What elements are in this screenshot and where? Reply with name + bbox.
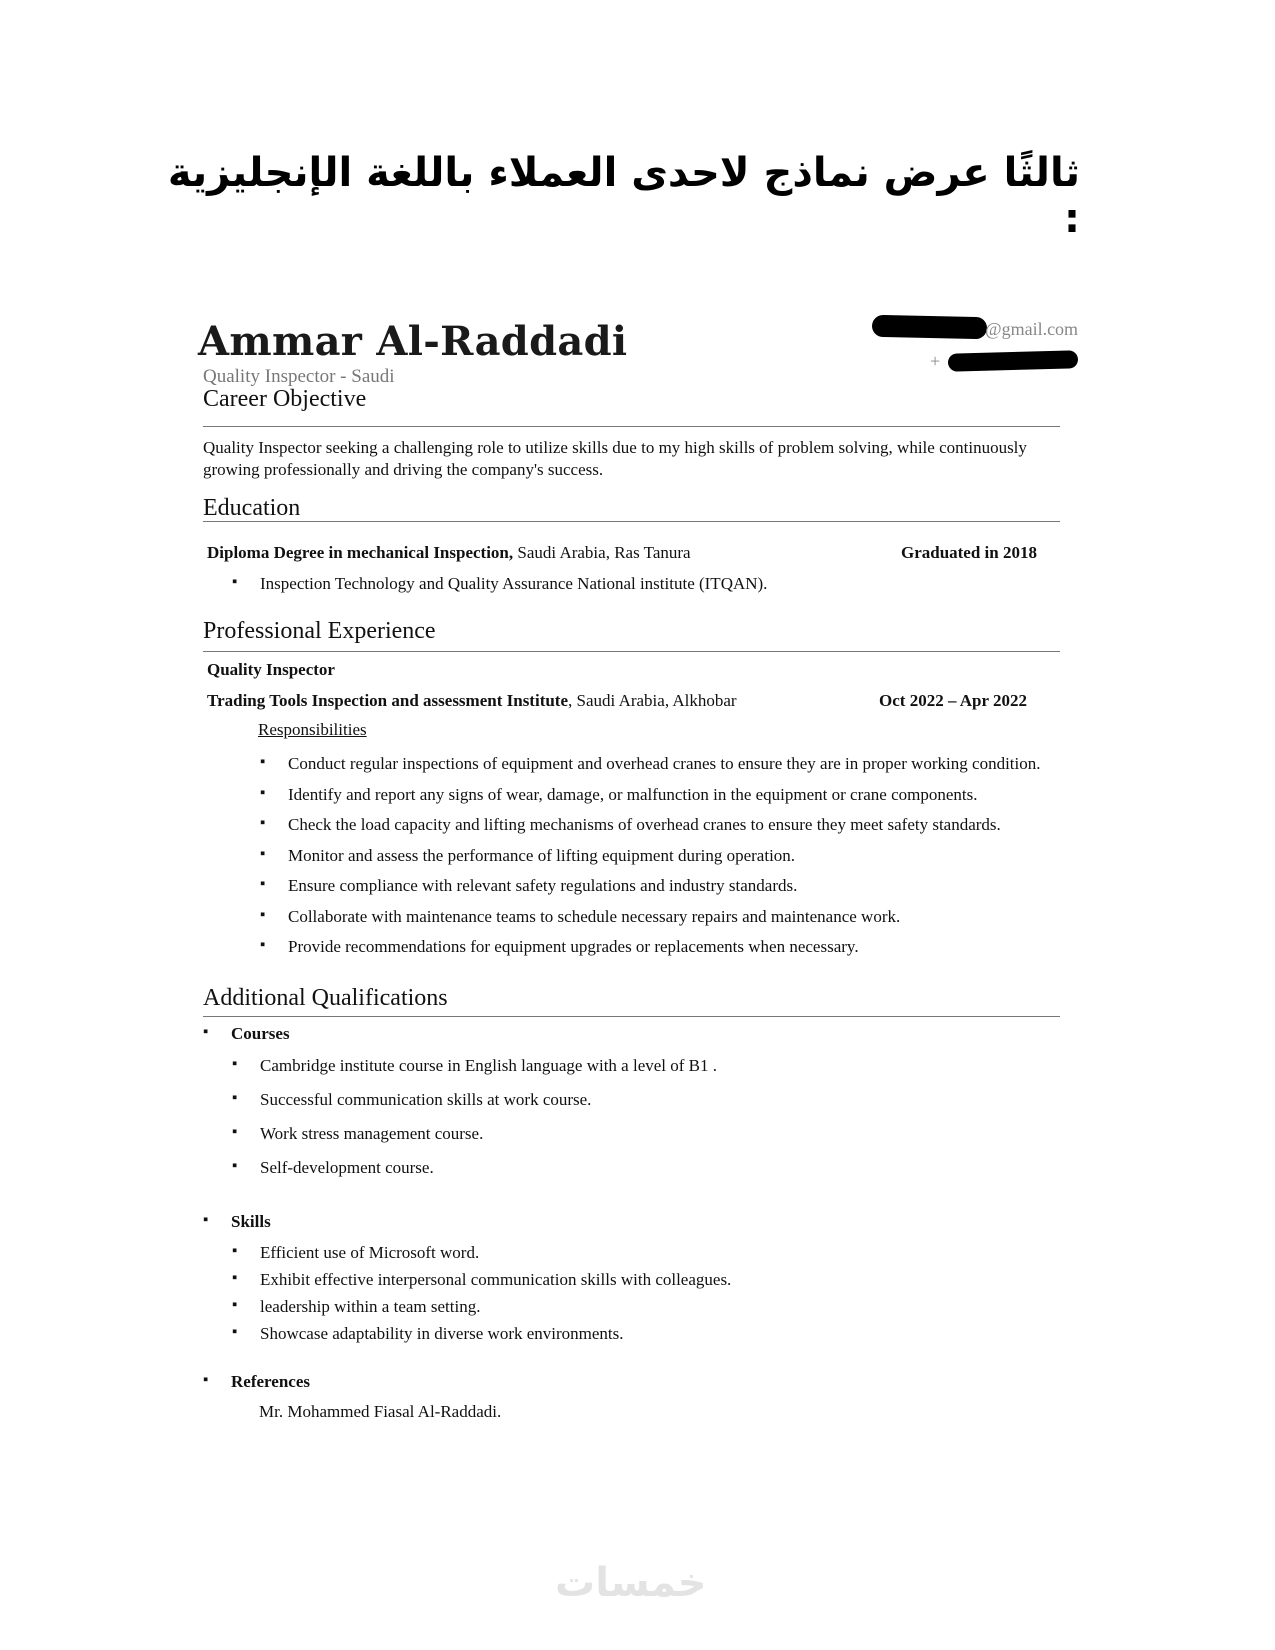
list-item: ▪ Check the load capacity and lifting mechanisms of overhead cranes to ensure they meet safety standards.: [260, 815, 1041, 846]
section-divider: [203, 521, 1060, 522]
degree-title: Diploma Degree in mechanical Inspection,: [207, 543, 514, 562]
courses-heading-list: [203, 1024, 290, 1044]
job-title: Quality Inspector: [207, 660, 335, 679]
list-item: ▪ Monitor and assess the performance of lifting equipment during operation.: [260, 846, 1041, 877]
education-row: [207, 543, 1047, 563]
courses-label: ▪ Courses: [203, 1024, 290, 1044]
list-item: ▪ Collaborate with maintenance teams to schedule necessary repairs and maintenance work.: [260, 907, 1041, 938]
references-label: ▪ References: [203, 1372, 310, 1392]
job-company-row: [207, 691, 1047, 711]
watermark-logo: خمسات: [555, 1560, 707, 1606]
section-title-education: Education: [203, 495, 301, 521]
responsibilities-heading: Responsibilities: [258, 720, 367, 739]
list-item: ▪ Exhibit effective interpersonal communication skills with colleagues.: [232, 1270, 731, 1297]
list-item: ▪ Self-development course.: [232, 1158, 717, 1192]
list-item: ▪ Ensure compliance with relevant safety regulations and industry standards.: [260, 876, 1041, 907]
redaction-mark-email: [872, 315, 987, 339]
arabic-heading: ثالثًا عرض نماذج لاحدى العملاء باللغة الإنجليزية :: [167, 150, 1080, 242]
section-title-experience: Professional Experience: [203, 618, 436, 644]
list-item: ▪ Inspection Technology and Quality Assurance National institute (ITQAN).: [232, 574, 767, 594]
candidate-name: Ammar Al-Raddadi: [198, 318, 628, 365]
job-role: [207, 660, 1047, 680]
section-divider: [203, 426, 1060, 427]
courses-list: [232, 1056, 717, 1192]
section-title-career-objective: Career Objective: [203, 386, 367, 412]
company-location: , Saudi Arabia, Alkhobar: [568, 691, 737, 710]
references-heading-list: [203, 1372, 310, 1392]
list-item: ▪ Conduct regular inspections of equipment and overhead cranes to ensure they are in proper working condition.: [260, 754, 1041, 785]
responsibilities-label: [258, 720, 1098, 740]
section-title-additional: Additional Qualifications: [203, 985, 448, 1011]
candidate-subtitle: Quality Inspector - Saudi: [203, 366, 395, 387]
company-name: Trading Tools Inspection and assessment Institute: [207, 691, 569, 710]
list-item: ▪ Identify and report any signs of wear, damage, or malfunction in the equipment or crane components.: [260, 785, 1041, 816]
career-objective-text: Quality Inspector seeking a challenging role to utilize skills due to my high skills of problem solving, while continuously growing professionally and driving the company's success.: [203, 438, 1027, 479]
reference-name: Mr. Mohammed Fiasal Al-Raddadi.: [259, 1402, 502, 1421]
list-item: ▪ Provide recommendations for equipment upgrades or replacements when necessary.: [260, 937, 1041, 968]
section-divider: [203, 651, 1060, 652]
list-item: ▪ Work stress management course.: [232, 1124, 717, 1158]
skills-heading-list: [203, 1212, 271, 1232]
graduation-date: Graduated in 2018: [900, 543, 1037, 562]
list-item: ▪ leadership within a team setting.: [232, 1297, 731, 1324]
list-item: ▪ Showcase adaptability in diverse work environments.: [232, 1324, 731, 1351]
job-dates: Oct 2022 – Apr 2022: [879, 691, 1027, 710]
education-bullets: [232, 574, 767, 594]
list-item: ▪ Efficient use of Microsoft word.: [232, 1243, 731, 1270]
degree-location: Saudi Arabia, Ras Tanura: [513, 543, 691, 562]
skills-list: [232, 1243, 731, 1351]
list-item: ▪ Successful communication skills at work course.: [232, 1090, 717, 1124]
list-item: ▪ Cambridge institute course in English language with a level of B1 .: [232, 1056, 717, 1090]
phone-prefix: +: [930, 351, 941, 371]
responsibilities-list: [260, 754, 1041, 968]
skills-label: ▪ Skills: [203, 1212, 271, 1232]
redaction-mark-phone: [948, 350, 1078, 371]
section-divider: [203, 1016, 1060, 1017]
email-suffix: @gmail.com: [985, 319, 1079, 339]
